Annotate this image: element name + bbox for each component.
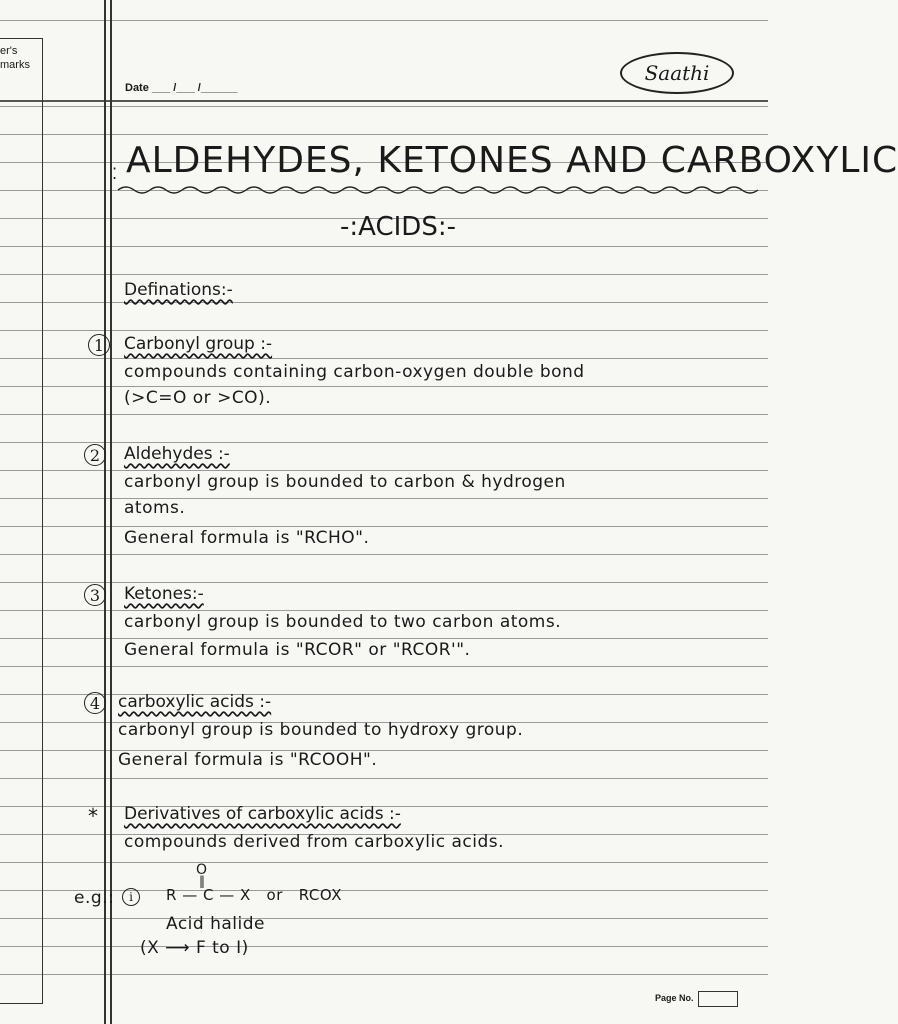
- rule-line: [0, 610, 768, 611]
- title-underline: [118, 184, 768, 196]
- example-name: Acid halide: [166, 914, 265, 934]
- saathi-logo: [620, 52, 734, 94]
- derivatives-heading: Derivatives of carboxylic acids :-: [124, 804, 401, 824]
- item-heading: Ketones:-: [124, 584, 204, 604]
- rule-line: [0, 946, 768, 947]
- page-number-box: [698, 991, 738, 1007]
- item-line: atoms.: [124, 498, 186, 518]
- rule-line: [0, 582, 768, 583]
- rule-line: [0, 750, 768, 751]
- item-line: General formula is "RCHO".: [124, 528, 370, 548]
- rule-line: [0, 20, 768, 21]
- rule-line: [0, 526, 768, 527]
- date-field: Date ___ /___ /______: [125, 82, 238, 94]
- rule-line: [0, 666, 768, 667]
- page-title: ALDEHYDES, KETONES AND CARBOXYLIC: [126, 140, 898, 181]
- page-number-label: Page No.: [655, 993, 694, 1003]
- double-bond: ‖: [199, 874, 205, 888]
- rule-line: [0, 778, 768, 779]
- rule-line: [0, 246, 768, 247]
- item-number: 1: [88, 334, 110, 356]
- margin-line: [104, 0, 106, 1024]
- remarks-column: [0, 38, 43, 1004]
- item-heading: carboxylic acids :-: [118, 692, 272, 712]
- rule-line: [0, 890, 768, 891]
- item-number: 3: [84, 584, 106, 606]
- rule-line: [0, 470, 768, 471]
- rule-line: [0, 554, 768, 555]
- rule-line: [0, 302, 768, 303]
- rule-line: [0, 414, 768, 415]
- rule-line: [0, 134, 768, 135]
- item-line: General formula is "RCOR" or "RCOR'".: [124, 640, 471, 660]
- rule-line: [0, 100, 768, 102]
- rule-line: [0, 386, 768, 387]
- item-line: carbonyl group is bounded to hydroxy group.: [118, 720, 524, 740]
- rule-line: [0, 862, 768, 863]
- item-heading: Carbonyl group :-: [124, 334, 273, 354]
- derivatives-line: compounds derived from carboxylic acids.: [124, 832, 505, 852]
- example-label: e.g.:: [74, 888, 115, 908]
- rule-line: [0, 330, 768, 331]
- item-heading: Aldehydes :-: [124, 444, 230, 464]
- rule-line: [0, 358, 768, 359]
- definitions-heading: Definations:-: [124, 280, 233, 300]
- item-line: carbonyl group is bounded to two carbon atoms.: [124, 612, 562, 632]
- oxygen-atom: O: [196, 862, 208, 878]
- item-line: compounds containing carbon-oxygen double bond: [124, 362, 585, 382]
- margin-line: [110, 0, 112, 1024]
- item-line: (>C=O or >CO).: [124, 388, 272, 408]
- item-number: 4: [84, 692, 106, 714]
- rule-line: [0, 694, 768, 695]
- example-note: (X ⟶ F to I): [140, 938, 249, 958]
- page-subtitle: -:ACIDS:-: [340, 212, 456, 242]
- item-number: 2: [84, 444, 106, 466]
- rule-line: [0, 918, 768, 919]
- rule-line: [0, 442, 768, 443]
- rule-line: [0, 638, 768, 639]
- title-dots: ⁚: [112, 164, 118, 183]
- rule-line: [0, 274, 768, 275]
- example-number: i: [122, 888, 140, 906]
- example-formula: R — C — X or RCOX: [166, 886, 342, 904]
- derivatives-marker: *: [88, 804, 99, 828]
- rule-line: [0, 498, 768, 499]
- rule-line: [0, 974, 768, 975]
- remarks-label: er's marks: [0, 45, 30, 71]
- item-line: carbonyl group is bounded to carbon & hydrogen: [124, 472, 566, 492]
- logo-text: Saathi: [644, 61, 710, 85]
- rule-line: [0, 106, 768, 107]
- item-line: General formula is "RCOOH".: [118, 750, 378, 770]
